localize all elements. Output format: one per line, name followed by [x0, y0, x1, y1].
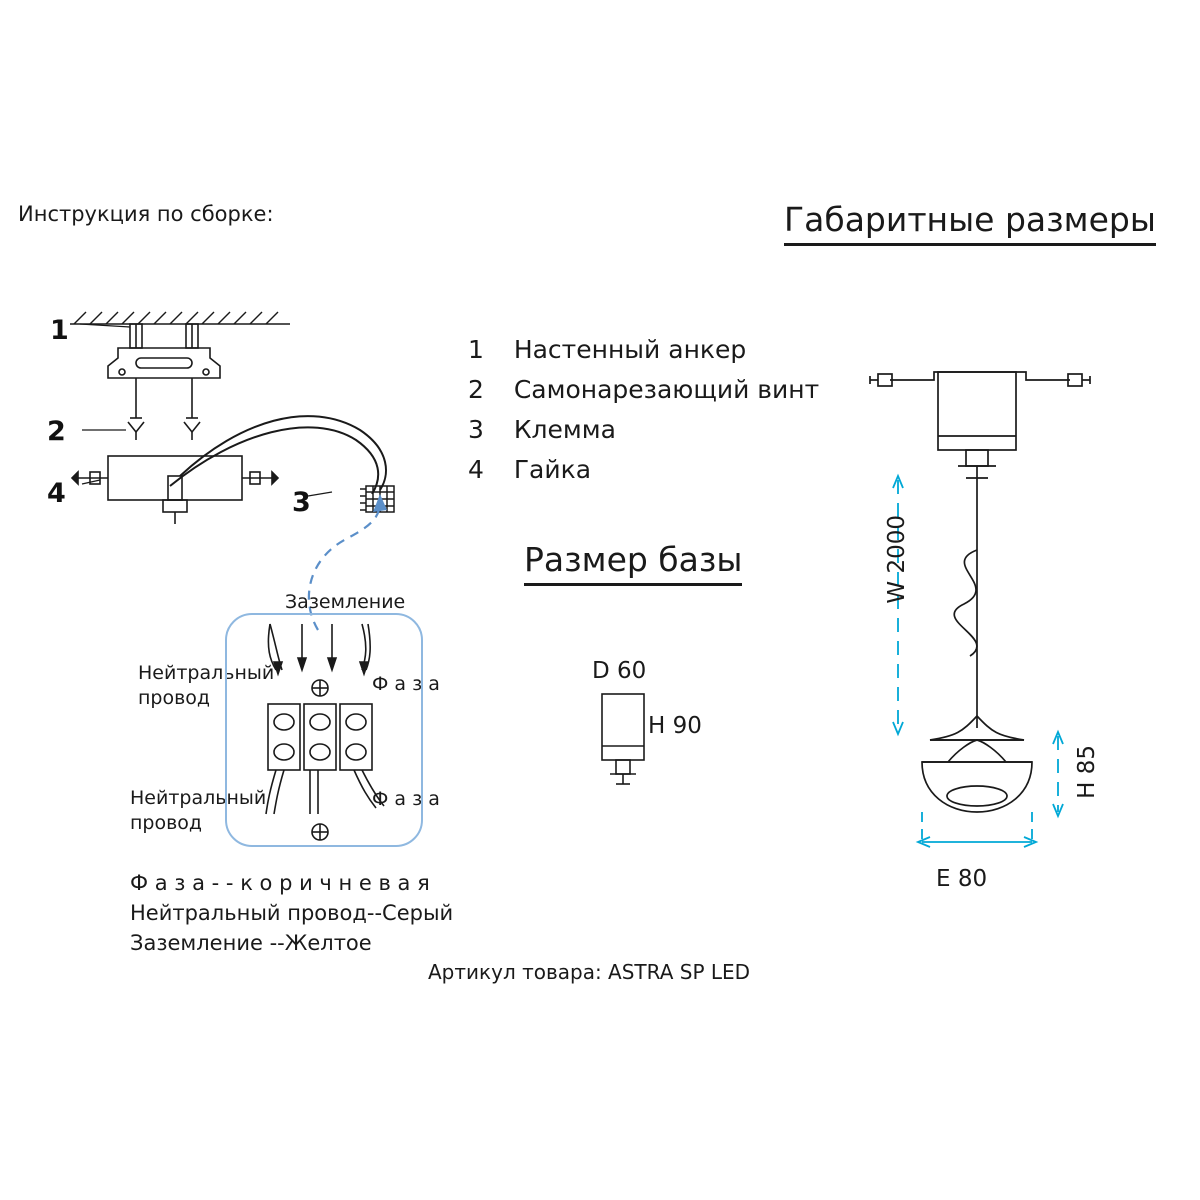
base-size-title: Размер базы [524, 540, 742, 586]
parts-legend-num-4: 4 [468, 455, 484, 484]
parts-legend-label-3: Клемма [513, 415, 616, 444]
terminal-block-drawing [220, 600, 440, 860]
parts-legend-label-2: Самонарезающий винт [513, 375, 820, 404]
wire-color-phase: Ф а з а - - к о р и ч н е в а я [130, 871, 430, 895]
label-neutral-bottom: Нейтральный провод [130, 787, 267, 834]
parts-legend-item-4 [468, 450, 819, 490]
parts-legend [468, 330, 819, 490]
callout-4: 4 [47, 478, 66, 509]
instruction-title: Инструкция по сборке: [18, 202, 274, 226]
shade-width-label: E 80 [936, 866, 988, 892]
parts-legend-item-3 [468, 410, 819, 450]
parts-legend-num-1: 1 [468, 335, 484, 364]
label-neutral-top: Нейтральный провод [138, 662, 275, 709]
callout-3: 3 [292, 487, 311, 518]
parts-legend-num-2: 2 [468, 375, 484, 404]
label-phase-bottom: Ф а з а [372, 788, 440, 810]
label-phase-top: Ф а з а [372, 673, 440, 695]
base-size-drawing [580, 680, 700, 810]
wire-color-neutral: Нейтральный провод--Серый [130, 901, 454, 925]
callout-1: 1 [50, 315, 69, 346]
dimensions-title: Габаритные размеры [784, 200, 1156, 246]
suspension-length-label: W 2000 [884, 515, 910, 604]
wire-color-legend [130, 868, 453, 958]
overall-dimensions-drawing [830, 350, 1130, 910]
article-label: Артикул товара: ASTRA SP LED [428, 960, 751, 984]
parts-legend-label-4: Гайка [513, 455, 592, 484]
base-diameter-label: D 60 [592, 658, 647, 684]
parts-legend-label-1: Настенный анкер [513, 335, 747, 364]
wire-color-ground: Заземление --Желтое [130, 931, 372, 955]
parts-legend-item-2 [468, 370, 819, 410]
label-ground: Заземление [285, 591, 406, 613]
parts-legend-num-3: 3 [468, 415, 484, 444]
callout-2: 2 [47, 416, 66, 447]
shade-height-label: H 85 [1074, 745, 1100, 799]
base-height-label: H 90 [648, 713, 702, 739]
parts-legend-item-1 [468, 330, 819, 370]
